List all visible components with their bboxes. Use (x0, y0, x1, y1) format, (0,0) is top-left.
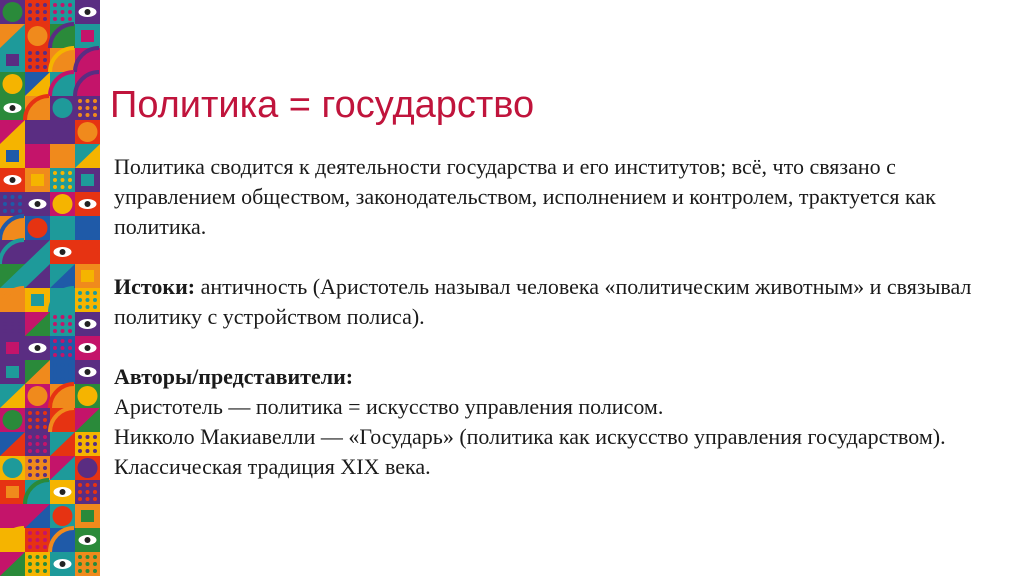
decorative-pattern-strip (0, 0, 100, 576)
author-line: Классическая традиция XIX века. (114, 454, 431, 479)
author-line: Аристотель — политика = искусство управления полисом. (114, 394, 664, 419)
origins-label: Истоки: (114, 274, 196, 299)
geometric-ornament-image (0, 0, 100, 576)
slide-title: Политика = государство (110, 84, 535, 126)
origins-text: античность (Аристотель называл человека «политическим животным» и связывал политику с устройством полиса). (114, 274, 972, 329)
author-line: Никколо Макиавелли — «Государь» (политика как искусство управления государством). (114, 424, 946, 449)
origins-paragraph (114, 272, 994, 332)
definition-paragraph: Политика сводится к деятельности государства и его институтов; всё, что связано с управлением обществом, законодательством, исполнением и контролем, трактуется как политика. (114, 154, 936, 239)
slide-body (114, 152, 994, 482)
authors-heading: Авторы/представители: (114, 364, 354, 389)
